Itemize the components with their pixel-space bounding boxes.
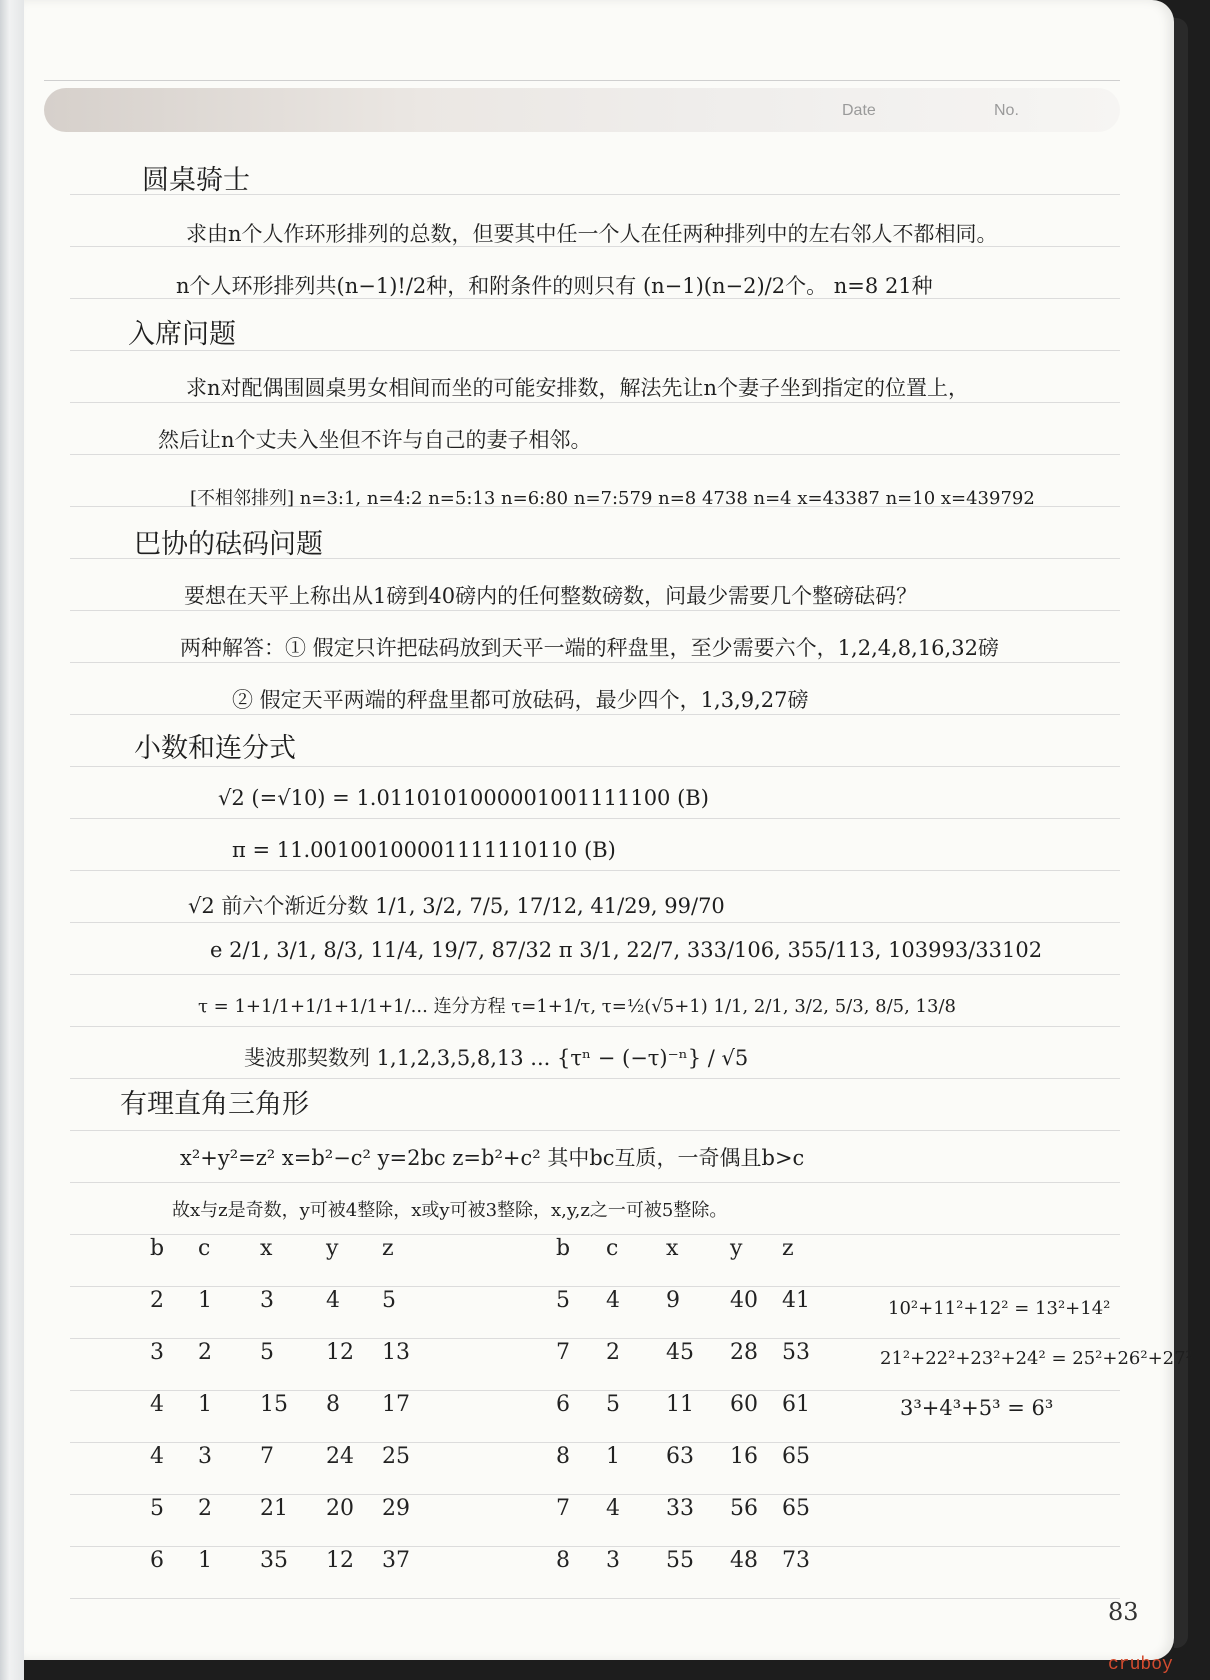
ruled-line xyxy=(70,1026,1120,1027)
header-bar xyxy=(44,88,1120,132)
table-header-cell: z xyxy=(382,1236,394,1261)
binder-edge xyxy=(0,0,24,1680)
table-cell: 4 xyxy=(150,1444,164,1469)
table-cell: 4 xyxy=(150,1392,164,1417)
table-cell: 73 xyxy=(782,1548,810,1573)
table-header-cell: b xyxy=(556,1236,571,1261)
text-line: 故x与z是奇数，y可被4整除，x或y可被3整除，x,y,z之一可被5整除。 xyxy=(172,1200,728,1221)
table-cell: 2 xyxy=(198,1496,212,1521)
table-header-cell: c xyxy=(198,1236,211,1261)
table-cell: 3 xyxy=(260,1288,274,1313)
ruled-line xyxy=(70,766,1120,767)
side-equation: 10²+11²+12² = 13²+14² xyxy=(888,1298,1111,1319)
table-cell: 55 xyxy=(666,1548,694,1573)
table-cell: 1 xyxy=(198,1548,212,1573)
table-header-cell: x xyxy=(666,1236,679,1261)
table-cell: 17 xyxy=(382,1392,410,1417)
table-cell: 7 xyxy=(260,1444,274,1469)
table-cell: 11 xyxy=(666,1392,694,1417)
text-line: ② 假定天平两端的秤盘里都可放砝码，最少四个，1,3,9,27磅 xyxy=(232,688,809,712)
watermark: cruboy xyxy=(1108,1655,1173,1675)
table-cell: 3 xyxy=(198,1444,212,1469)
text-line: τ = 1+1/1+1/1+1/1+1/... 连分方程 τ=1+1/τ, τ=½(√5+1) 1/1, 2/1, 3/2, 5/3, 8/5, 13/8 xyxy=(198,996,956,1017)
section-title-seating: 入席问题 xyxy=(128,319,236,350)
page-number: 83 xyxy=(1108,1598,1139,1626)
table-cell: 4 xyxy=(326,1288,340,1313)
header-top-rule xyxy=(44,80,1120,81)
table-cell: 1 xyxy=(606,1444,620,1469)
ruled-line xyxy=(70,714,1120,715)
table-cell: 35 xyxy=(260,1548,288,1573)
ruled-line xyxy=(70,1442,1120,1443)
ruled-line xyxy=(70,1494,1120,1495)
table-header-cell: x xyxy=(260,1236,273,1261)
ruled-line xyxy=(70,1286,1120,1287)
table-header-cell: c xyxy=(606,1236,619,1261)
text-line: √2 (=√10) = 1.0110101000001001111100 (B) xyxy=(218,786,709,810)
ruled-line xyxy=(70,1338,1120,1339)
table-cell: 6 xyxy=(556,1392,570,1417)
text-line: 斐波那契数列 1,1,2,3,5,8,13 ... {τⁿ − (−τ)⁻ⁿ} / √5 xyxy=(244,1046,749,1070)
ruled-line xyxy=(70,1390,1120,1391)
section-title-round-table: 圆桌骑士 xyxy=(142,165,250,196)
ruled-line xyxy=(70,818,1120,819)
text-line: 然后让n个丈夫入坐但不许与自己的妻子相邻。 xyxy=(158,428,592,452)
text-line: √2 前六个渐近分数 1/1, 3/2, 7/5, 17/12, 41/29, 99/70 xyxy=(188,894,725,918)
table-header-cell: z xyxy=(782,1236,794,1261)
section-title-continued-fractions: 小数和连分式 xyxy=(134,733,296,764)
ruled-line xyxy=(70,1130,1120,1131)
table-cell: 8 xyxy=(326,1392,340,1417)
text-line: 两种解答：① 假定只许把砝码放到天平一端的秤盘里，至少需要六个，1,2,4,8,16,32磅 xyxy=(180,636,999,660)
table-cell: 16 xyxy=(730,1444,758,1469)
table-cell: 45 xyxy=(666,1340,694,1365)
text-line: 求由n个人作环形排列的总数，但要其中任一个人在任两种排列中的左右邻人不都相同。 xyxy=(186,222,998,246)
table-header-cell: y xyxy=(326,1236,339,1261)
text-line: x²+y²=z² x=b²−c² y=2bc z=b²+c² 其中bc互质，一奇偶且b>c xyxy=(180,1146,805,1170)
table-cell: 33 xyxy=(666,1496,694,1521)
table-cell: 6 xyxy=(150,1548,164,1573)
side-equation: 21²+22²+23²+24² = 25²+26²+27² xyxy=(880,1348,1193,1369)
table-cell: 41 xyxy=(782,1288,810,1313)
ruled-line xyxy=(70,1546,1120,1547)
table-cell: 12 xyxy=(326,1548,354,1573)
ruled-line xyxy=(70,402,1120,403)
table-cell: 7 xyxy=(556,1496,570,1521)
table-cell: 25 xyxy=(382,1444,410,1469)
table-cell: 21 xyxy=(260,1496,288,1521)
ruled-line xyxy=(70,1598,1120,1599)
no-label: No. xyxy=(994,102,1019,119)
table-cell: 1 xyxy=(198,1288,212,1313)
table-cell: 4 xyxy=(606,1496,620,1521)
table-cell: 63 xyxy=(666,1444,694,1469)
table-cell: 65 xyxy=(782,1444,810,1469)
table-cell: 60 xyxy=(730,1392,758,1417)
text-line: n个人环形排列共(n−1)!/2种，和附条件的则只有 (n−1)(n−2)/2个。 n=8 21种 xyxy=(176,274,933,298)
date-label: Date xyxy=(842,102,876,119)
ruled-line xyxy=(70,1078,1120,1079)
table-cell: 24 xyxy=(326,1444,354,1469)
table-cell: 2 xyxy=(198,1340,212,1365)
table-cell: 2 xyxy=(150,1288,164,1313)
table-cell: 56 xyxy=(730,1496,758,1521)
ruled-line xyxy=(70,974,1120,975)
ruled-line xyxy=(70,454,1120,455)
table-cell: 5 xyxy=(150,1496,164,1521)
ruled-line xyxy=(70,922,1120,923)
side-equation: 3³+4³+5³ = 6³ xyxy=(900,1396,1054,1420)
table-cell: 7 xyxy=(556,1340,570,1365)
table-cell: 53 xyxy=(782,1340,810,1365)
table-cell: 5 xyxy=(260,1340,274,1365)
table-cell: 1 xyxy=(198,1392,212,1417)
table-cell: 5 xyxy=(606,1392,620,1417)
table-cell: 2 xyxy=(606,1340,620,1365)
table-cell: 12 xyxy=(326,1340,354,1365)
text-line: [不相邻排列] n=3:1, n=4:2 n=5:13 n=6:80 n=7:579 n=8 4738 n=4 x=43387 n=10 x=439792 xyxy=(190,488,1035,509)
text-line: 求n对配偶围圆桌男女相间而坐的可能安排数，解法先让n个妻子坐到指定的位置上， xyxy=(186,376,970,400)
ruled-line xyxy=(70,870,1120,871)
table-cell: 65 xyxy=(782,1496,810,1521)
table-cell: 29 xyxy=(382,1496,410,1521)
table-header-cell: y xyxy=(730,1236,743,1261)
table-cell: 37 xyxy=(382,1548,410,1573)
text-line: 要想在天平上称出从1磅到40磅内的任何整数磅数，问最少需要几个整磅砝码？ xyxy=(184,584,918,608)
table-cell: 15 xyxy=(260,1392,288,1417)
table-cell: 9 xyxy=(666,1288,680,1313)
ruled-line xyxy=(70,1182,1120,1183)
table-cell: 4 xyxy=(606,1288,620,1313)
ruled-line xyxy=(70,1234,1120,1235)
table-cell: 20 xyxy=(326,1496,354,1521)
table-cell: 8 xyxy=(556,1444,570,1469)
section-title-weights: 巴协的砝码问题 xyxy=(134,529,323,560)
table-cell: 40 xyxy=(730,1288,758,1313)
table-cell: 48 xyxy=(730,1548,758,1573)
table-cell: 3 xyxy=(150,1340,164,1365)
table-cell: 8 xyxy=(556,1548,570,1573)
table-cell: 13 xyxy=(382,1340,410,1365)
section-title-rational-right-triangle: 有理直角三角形 xyxy=(120,1089,309,1120)
ruled-line xyxy=(70,662,1120,663)
table-cell: 3 xyxy=(606,1548,620,1573)
table-cell: 5 xyxy=(382,1288,396,1313)
notebook-cover-edge xyxy=(1174,18,1188,1648)
ruled-line xyxy=(70,610,1120,611)
table-cell: 28 xyxy=(730,1340,758,1365)
text-line: π = 11.00100100001111110110 (B) xyxy=(232,838,616,862)
table-cell: 5 xyxy=(556,1288,570,1313)
text-line: e 2/1, 3/1, 8/3, 11/4, 19/7, 87/32 π 3/1, 22/7, 333/106, 355/113, 103993/33102 xyxy=(210,938,1043,962)
table-cell: 61 xyxy=(782,1392,810,1417)
table-header-cell: b xyxy=(150,1236,165,1261)
